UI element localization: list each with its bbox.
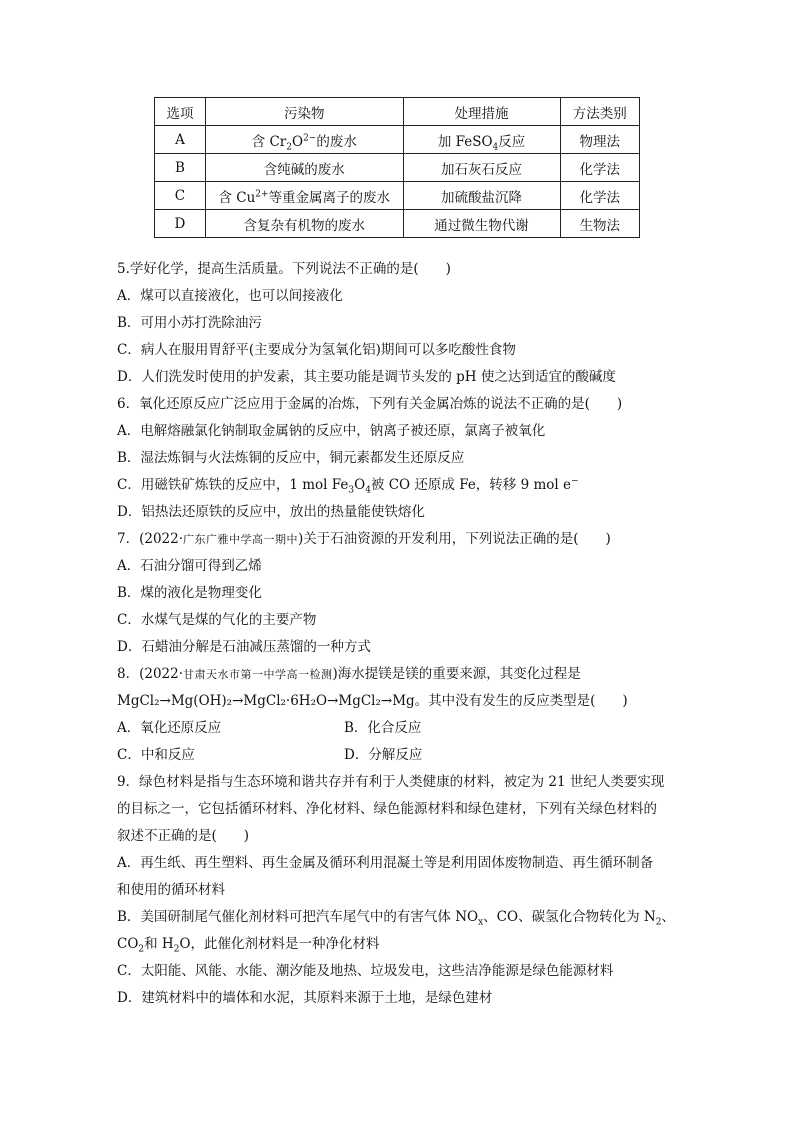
option-b-cont: $CO_2$和 $H_2O$，此催化剂材料是一种净化材料 — [117, 936, 380, 955]
option-d: D．人们洗发时使用的护发素，其主要功能是调节头发的 pH 使之达到适宜的酸碱度 — [117, 369, 616, 385]
option-a: A．石油分馏可得到乙烯 — [117, 558, 262, 574]
question-9 — [117, 769, 677, 1012]
questions — [117, 256, 677, 1012]
option-a: A．电解熔融氯化钠制取金属钠的反应中，钠离子被还原，氯离子被氧化 — [117, 423, 546, 439]
option-d: D．石蜡油分解是石油减压蒸馏的一种方式 — [117, 639, 371, 655]
option-d: D．建筑材料中的墙体和水泥，其原料来源于土地，是绿色建材 — [117, 990, 493, 1006]
measure-cell: 加 FeSO$_4$反应 — [403, 126, 560, 154]
table-header-cell: 处理措施 — [403, 98, 560, 126]
method-cell: 物理法 — [560, 126, 640, 154]
question-stem: 5.学好化学，提高生活质量。下列说法不正确的是( ) — [117, 261, 451, 277]
question-stem: 9．绿色材料是指与生态环境和谐共存并有利于人类健康的材料，被定为 21 世纪人类要实现 — [117, 774, 665, 790]
question-stem: 叙述不正确的是( ) — [117, 828, 250, 844]
question-stem: 8．(2022·甘肃天水市第一中学高一检测)海水提镁是镁的重要来源，其变化过程是 — [117, 666, 581, 682]
measure-cell: 加硫酸盐沉降 — [403, 182, 560, 210]
reaction-chain: MgCl₂→Mg(OH)₂→MgCl₂·6H₂O→MgCl₂→Mg。其中没有发生的反应类型是( ) — [117, 693, 628, 709]
method-cell: 生物法 — [560, 210, 640, 238]
question-source: 甘肃天水市第一中学高一检测 — [183, 668, 333, 681]
measure-cell: 通过微生物代谢 — [403, 210, 560, 238]
option-b: B．化合反应 — [344, 720, 422, 736]
option-cell: A — [155, 126, 206, 154]
question-source: 广东广雅中学高一期中 — [183, 533, 299, 546]
question-5 — [117, 256, 677, 391]
question-stem: 7．(2022·广东广雅中学高一期中)关于石油资源的开发利用，下列说法正确的是( ) — [117, 531, 611, 547]
pollution-treatment-table — [154, 97, 640, 238]
option-c: C．中和反应 — [117, 747, 195, 763]
question-stem: 的目标之一，它包括循环材料、净化材料、绿色能源材料和绿色建材，下列有关绿色材料的 — [117, 801, 657, 817]
table-row — [155, 182, 640, 210]
option-b: B．可用小苏打洗除油污 — [117, 315, 262, 331]
option-b: B．美国研制尾气催化剂材料可把汽车尾气中的有害气体 $NO_x$、CO、碳氢化合物转化为 $N_2$、 — [117, 909, 675, 928]
pollutant-cell: 含纯碱的废水 — [205, 154, 403, 182]
option-a-cont: 和使用的循环材料 — [117, 882, 225, 898]
method-cell: 化学法 — [560, 154, 640, 182]
table-header-cell: 选项 — [155, 98, 206, 126]
option-cell: C — [155, 182, 206, 210]
option-cell: D — [155, 210, 206, 238]
table-row — [155, 126, 640, 154]
option-a: A．煤可以直接液化，也可以间接液化 — [117, 288, 343, 304]
option-c: C．太阳能、风能、水能、潮汐能及地热、垃圾发电，这些洁净能源是绿色能源材料 — [117, 963, 614, 979]
table-header-cell: 方法类别 — [560, 98, 640, 126]
question-6 — [117, 391, 677, 526]
question-7 — [117, 526, 677, 661]
pollutant-cell: 含 $Cu^{2+}$等重金属离子的废水 — [205, 182, 403, 210]
option-cell: B — [155, 154, 206, 182]
option-d: D．分解反应 — [344, 747, 423, 763]
pollutant-cell: 含 $Cr_2O^{2-}$的废水 — [205, 126, 403, 154]
table-row — [155, 210, 640, 238]
option-c: C．水煤气是煤的气化的主要产物 — [117, 612, 317, 628]
options-row — [117, 715, 677, 742]
option-a: A．氧化还原反应 — [117, 720, 222, 736]
question-stem: 6．氧化还原反应广泛应用于金属的冶炼，下列有关金属冶炼的说法不正确的是( ) — [117, 396, 623, 412]
option-c: C．用磁铁矿炼铁的反应中，1 mol $Fe_3O_4$被 CO 还原成 Fe，转移 9 mol e− — [117, 476, 579, 496]
table-header-cell: 污染物 — [205, 98, 403, 126]
option-a: A．再生纸、再生塑料、再生金属及循环利用混凝土等是利用固体废物制造、再生循环制备 — [117, 855, 654, 871]
question-8 — [117, 661, 677, 769]
table-header-row — [155, 98, 640, 126]
option-b: B．湿法炼铜与火法炼铜的反应中，铜元素都发生还原反应 — [117, 450, 465, 466]
options-row — [117, 742, 677, 769]
option-c: C．病人在服用胃舒平(主要成分为氢氧化铝)期间可以多吃酸性食物 — [117, 342, 516, 358]
option-b: B．煤的液化是物理变化 — [117, 585, 262, 601]
pollutant-cell: 含复杂有机物的废水 — [205, 210, 403, 238]
method-cell: 化学法 — [560, 182, 640, 210]
table-row — [155, 154, 640, 182]
option-d: D．铝热法还原铁的反应中，放出的热量能使铁熔化 — [117, 504, 425, 520]
measure-cell: 加石灰石反应 — [403, 154, 560, 182]
